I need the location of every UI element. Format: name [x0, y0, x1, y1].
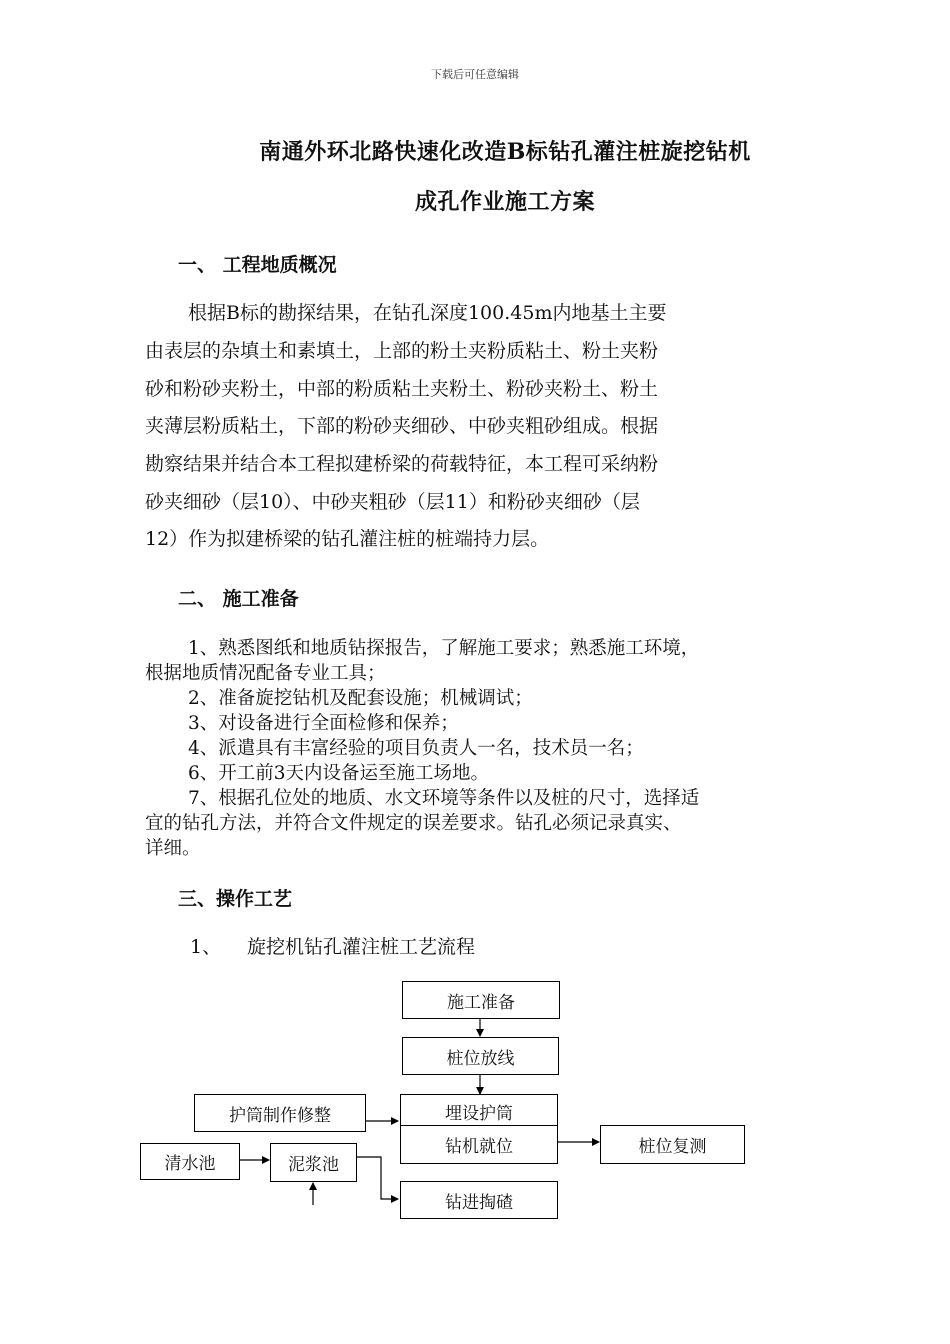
- flow-box-water: 清水池: [140, 1143, 240, 1180]
- section2-heading: 二、 施工准备: [178, 588, 299, 610]
- flow-arrow-mud-to-drill: [357, 1157, 398, 1199]
- section2-line: 宜的钻孔方法，并符合文件规定的误差要求。钻孔必须记录真实、: [145, 813, 682, 834]
- subsection-title: 旋挖机钻孔灌注桩工艺流程: [247, 936, 476, 958]
- section2-line: 1、熟悉图纸和地质钻探报告，了解施工要求；熟悉施工环境，: [188, 638, 700, 659]
- document-title-line1: 南通外环北路快速化改造B标钻孔灌注桩旋挖钻机: [259, 139, 751, 165]
- section2-line: 6、开工前3天内设备运至施工场地。: [188, 763, 490, 784]
- page-header-note: 下载后可任意编辑: [431, 68, 519, 81]
- section1-line: 根据B标的勘探结果，在钻孔深度100.45m内地基土主要: [188, 302, 667, 324]
- flow-box-drill: 钻进掏碴: [400, 1181, 558, 1219]
- subsection-number: 1、: [190, 936, 222, 958]
- section2-line: 3、对设备进行全面检修和保养；: [188, 713, 459, 734]
- section1-heading: 一、 工程地质概况: [178, 254, 337, 276]
- section2-line: 7、根据孔位处的地质、水文环境等条件以及桩的尺寸，选择适: [188, 788, 700, 809]
- flow-box-casing-make: 护筒制作修整: [194, 1094, 366, 1132]
- section1-line: 勘察结果并结合本工程拟建桥梁的荷载特征，本工程可采纳粉: [145, 453, 659, 475]
- document-title-line2: 成孔作业施工方案: [414, 189, 595, 215]
- flow-box-prep: 施工准备: [402, 981, 560, 1019]
- section2-line: 根据地质情况配备专业工具；: [145, 663, 386, 684]
- section1-line: 夹薄层粉质粘土，下部的粉砂夹细砂、中砂夹粗砂组成。根据: [145, 415, 659, 437]
- section1-line: 由表层的杂填土和素填土，上部的粉土夹粉质粘土、粉土夹粉: [145, 340, 659, 362]
- section1-line: 砂夹细砂（层10）、中砂夹粗砂（层11）和粉砂夹细砂（层: [145, 491, 640, 513]
- section2-line: 详细。: [145, 838, 201, 859]
- section2-line: 2、准备旋挖钻机及配套设施；机械调试；: [188, 688, 533, 709]
- flow-box-rig: 钻机就位: [400, 1125, 558, 1164]
- flow-box-casing: 埋设护筒: [400, 1094, 558, 1128]
- section2-line: 4、派遣具有丰富经验的项目负责人一名，技术员一名；: [188, 738, 644, 759]
- section1-line: 12）作为拟建桥梁的钻孔灌注桩的桩端持力层。: [145, 528, 550, 550]
- section1-line: 砂和粉砂夹粉土，中部的粉质粘土夹粉土、粉砂夹粉土、粉土: [145, 378, 659, 400]
- section3-heading: 三、操作工艺: [178, 888, 293, 910]
- flow-box-stake: 桩位放线: [402, 1037, 559, 1075]
- flow-box-mud: 泥浆池: [270, 1143, 357, 1182]
- flow-box-recheck: 桩位复测: [600, 1125, 745, 1164]
